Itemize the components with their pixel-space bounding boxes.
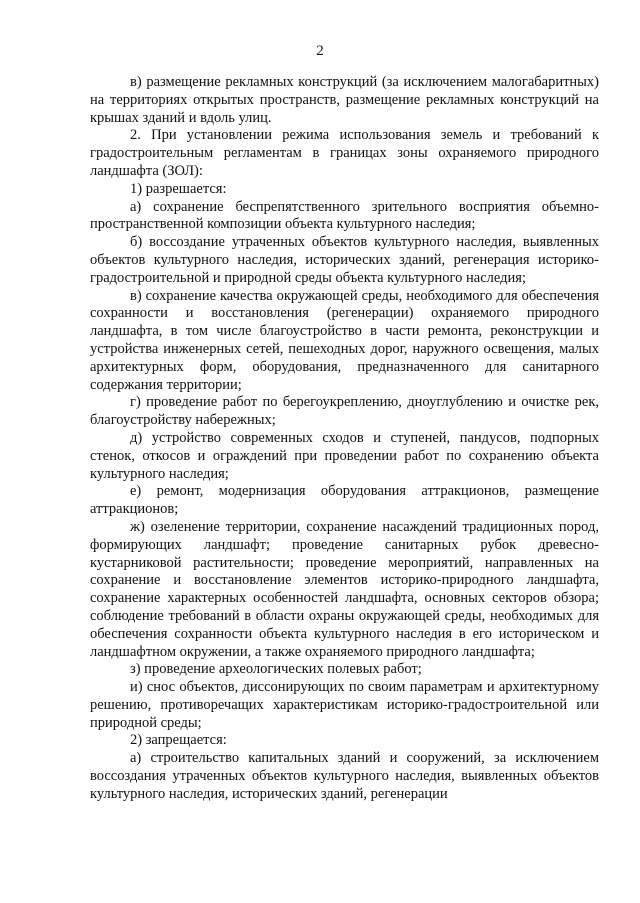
paragraph-forbidden-heading: 2) запрещается: [130, 732, 227, 749]
paragraph-allowed-e: е) ремонт, модернизация оборудования аттракционов, размещение аттракционов; [90, 483, 599, 518]
paragraph-allowed-g: г) проведение работ по берегоукреплению, дноуглублению и очистке рек, благоустройству набережных; [90, 394, 599, 429]
paragraph-section-2-intro: 2. При установлении режима использования земель и требований к градостроительным регламентам в границах зоны охраняемого природного ландшафта (ЗОЛ): [90, 127, 599, 179]
paragraph-forbidden-a: а) строительство капитальных зданий и сооружений, за исключением воссоздания утраченных объектов культурного наследия, выявленных объектов культурного наследия, исторических зданий, регенерации [90, 750, 599, 802]
document-body [90, 74, 599, 804]
paragraph-allowed-v: в) сохранение качества окружающей среды, необходимого для обеспечения сохранности и восстановления (регенерации) охраняемого природного ландшафта, в том числе благоустройство в части ремонта, реконструкции и устройства инженерных сетей, пешеходных дорог, наружного освещения, малых архитектурных форм, оборудования, предназначенного для санитарного содержания территории; [90, 287, 599, 393]
paragraph-allowed-i: и) снос объектов, диссонирующих по своим параметрам и архитектурному решению, противоречащих характеристикам историко-градостроительной или природной среды; [90, 679, 599, 731]
page-number: 2 [316, 43, 324, 59]
paragraph-allowed-z: з) проведение археологических полевых работ; [130, 661, 422, 678]
paragraph-allowed-b: б) воссоздание утраченных объектов культурного наследия, выявленных объектов культурного наследия, исторических зданий, регенерация историко-градостроительной и природной среды объекта культурного наследия; [90, 234, 599, 286]
paragraph-allowed-a: а) сохранение беспрепятственного зрительного восприятия объемно-пространственной композиции объекта культурного наследия; [90, 198, 599, 233]
paragraph-allowed-d: д) устройство современных сходов и ступеней, пандусов, подпорных стенок, откосов и ограждений при проведении работ по сохранению объекта культурного наследия; [90, 429, 599, 482]
paragraph-clause-v-advertising: в) размещение рекламных конструкций (за исключением малогабаритных) на территориях открытых пространств, размещение рекламных конструкций на крышах зданий и вдоль улиц. [90, 74, 599, 126]
paragraph-allowed-heading: 1) разрешается: [130, 180, 227, 197]
paragraph-allowed-zh: ж) озеленение территории, сохранение насаждений традиционных пород, формирующих ландшафт; проведение санитарных рубок древесно-кустарниковой растительности; проведение мероприятий, направленных на сохранение и восстановление элементов историко-природного ландшафта, сохранение характерных особенностей ландшафта, основных секторов обзора; соблюдение требований в области охраны окружающей среды, необходимых для обеспечения сохранности объекта культурного наследия в его историческом и ландшафтном окружении, а также охраняемого природного ландшафта; [90, 518, 599, 660]
